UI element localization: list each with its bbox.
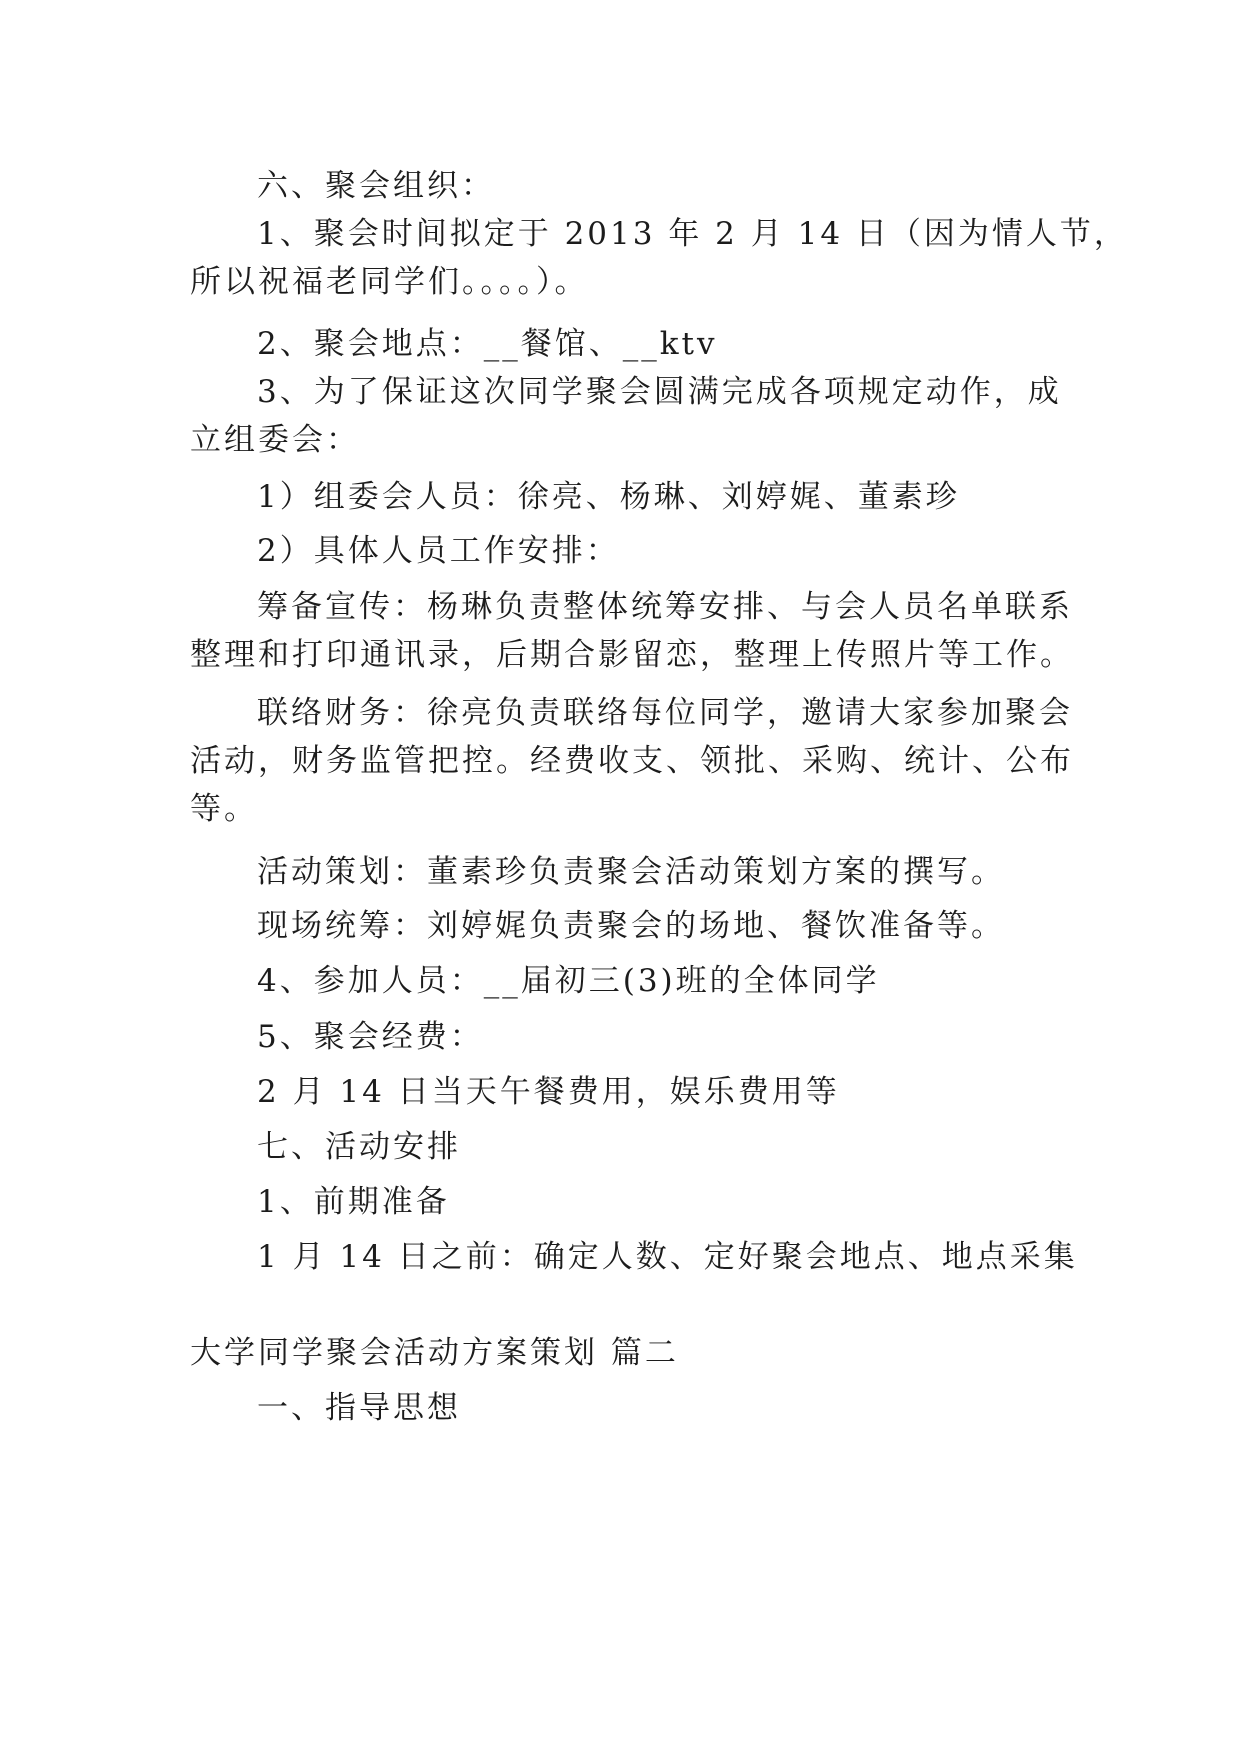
paragraph-line: 1、前期准备 bbox=[257, 1184, 450, 1220]
paragraph-line: 活动，财务监管把控。经费收支、领批、采购、统计、公布 bbox=[190, 743, 1074, 779]
paragraph-line: 3、为了保证这次同学聚会圆满完成各项规定动作，成 bbox=[257, 374, 1062, 410]
paragraph-line: 所以祝福老同学们。。。。）。 bbox=[190, 264, 589, 300]
paragraph-line: 整理和打印通讯录，后期合影留恋，整理上传照片等工作。 bbox=[190, 637, 1074, 673]
paragraph-line: 2、聚会地点：__餐馆、__ktv bbox=[257, 326, 718, 362]
paragraph-line: 筹备宣传：杨琳负责整体统筹安排、与会人员名单联系 bbox=[257, 589, 1073, 625]
paragraph-line: 立组委会： bbox=[190, 422, 360, 458]
section-heading-activities: 七、活动安排 bbox=[257, 1129, 461, 1165]
paragraph-line: 2 月 14 日当天午餐费用，娱乐费用等 bbox=[257, 1074, 840, 1110]
paragraph-line: 等。 bbox=[190, 791, 258, 827]
paragraph-line: 活动策划：董素珍负责聚会活动策划方案的撰写。 bbox=[257, 854, 1005, 890]
paragraph-line: 4、参加人员：__届初三(3)班的全体同学 bbox=[257, 963, 880, 999]
article-title: 大学同学聚会活动方案策划 篇二 bbox=[190, 1335, 679, 1371]
section-heading-guiding-idea: 一、指导思想 bbox=[257, 1390, 461, 1426]
paragraph-line: 5、聚会经费： bbox=[257, 1019, 484, 1055]
section-heading-organization: 六、聚会组织： bbox=[257, 168, 495, 204]
paragraph-line: 现场统筹：刘婷娓负责聚会的场地、餐饮准备等。 bbox=[257, 908, 1005, 944]
paragraph-line: 联络财务：徐亮负责联络每位同学，邀请大家参加聚会 bbox=[257, 695, 1073, 731]
paragraph-line: 2）具体人员工作安排： bbox=[257, 533, 620, 569]
paragraph-line: 1）组委会人员：徐亮、杨琳、刘婷娓、董素珍 bbox=[257, 479, 960, 515]
paragraph-line: 1 月 14 日之前：确定人数、定好聚会地点、地点采集 bbox=[257, 1239, 1078, 1275]
paragraph-line: 1、聚会时间拟定于 2013 年 2 月 14 日（因为情人节， bbox=[257, 216, 1128, 252]
